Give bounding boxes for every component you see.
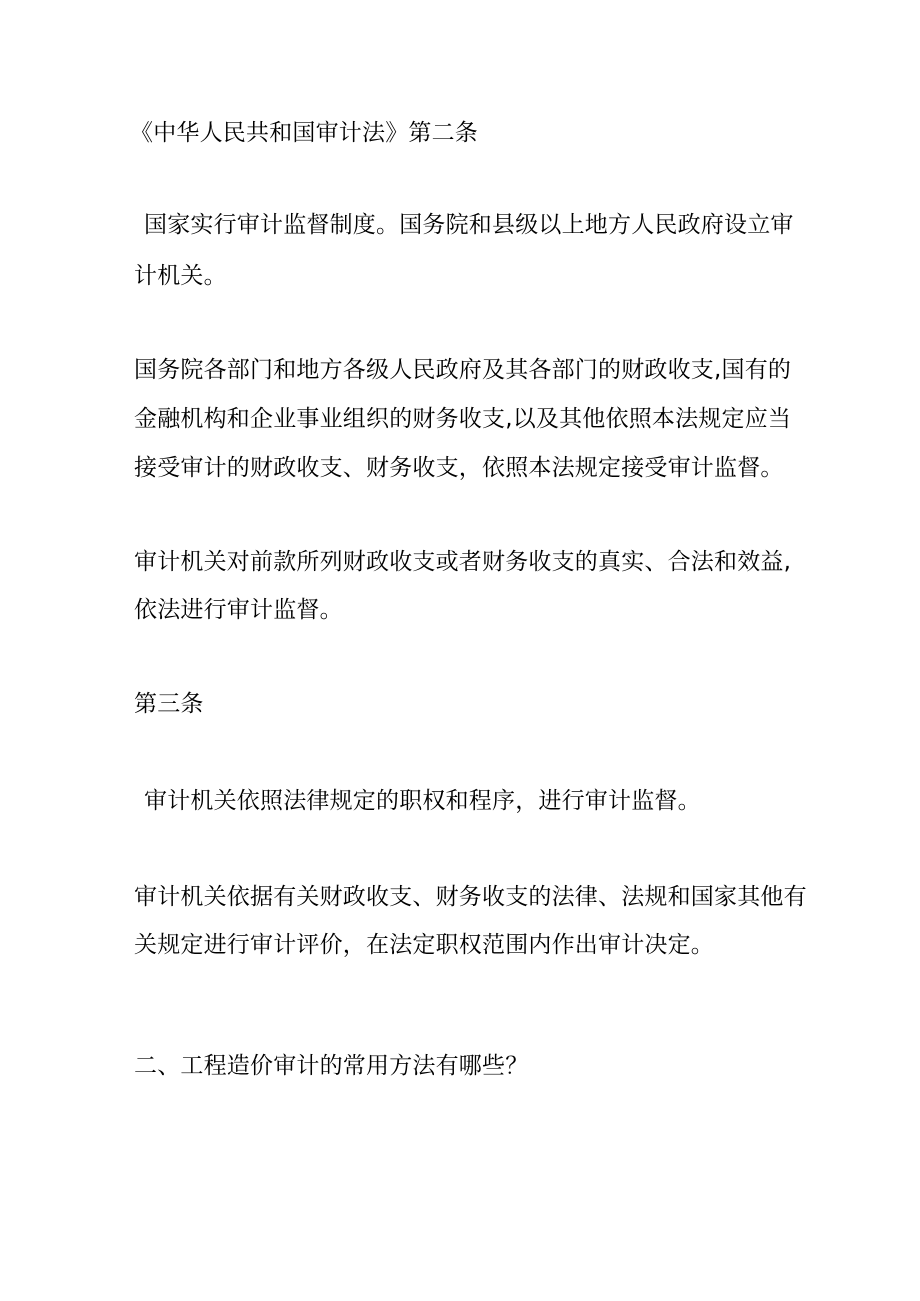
paragraph-2-line-1: 国务院各部门和地方各级人民政府及其各部门的财政收支,国有的 (134, 357, 792, 383)
paragraph-1-line-1: 国家实行审计监督制度。国务院和县级以上地方人民政府设立审 (144, 212, 794, 238)
paragraph-5-line-1: 审计机关依据有关财政收支、财务收支的法律、法规和国家其他有 (134, 884, 807, 910)
paragraph-3-line-2: 依法进行审计监督。 (134, 597, 343, 623)
paragraph-1-line-2: 计机关。 (134, 263, 227, 289)
section-2-heading: 二、工程造价审计的常用方法有哪些？ (134, 1053, 529, 1079)
article-2-heading: 《中华人民共和国审计法》第二条 (130, 120, 478, 146)
article-3-heading: 第三条 (134, 691, 204, 717)
paragraph-3-line-1: 审计机关对前款所列财政收支或者财务收支的真实、合法和效益, (134, 549, 792, 575)
paragraph-2-line-3: 接受审计的财政收支、财务收支，依照本法规定接受审计监督。 (134, 455, 784, 481)
paragraph-2-line-2: 金融机构和企业事业组织的财务收支,以及其他依照本法规定应当 (134, 406, 792, 432)
paragraph-5-line-2: 关规定进行审计评价，在法定职权范围内作出审计决定。 (134, 932, 714, 958)
paragraph-4-line-1: 审计机关依照法律规定的职权和程序，进行审计监督。 (144, 788, 701, 814)
